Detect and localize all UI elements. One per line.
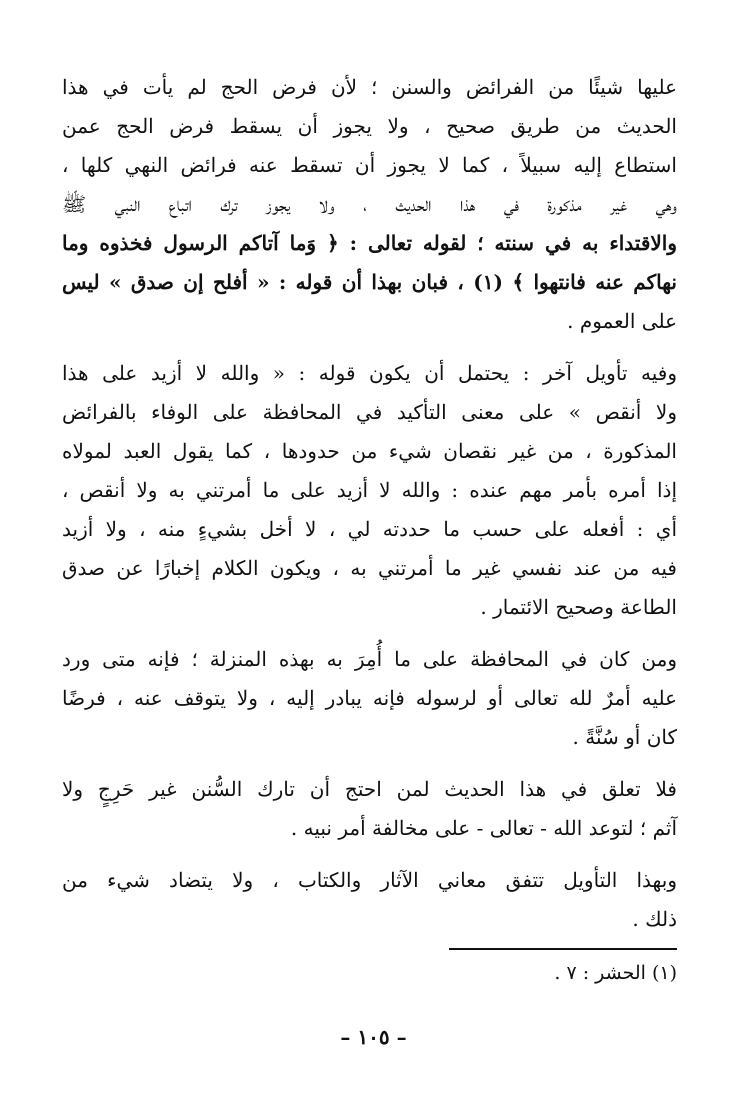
footnote: (١) الحشر : ٧ . [554, 962, 677, 984]
text-line: فلا تعلق في هذا الحديث لمن احتج أن تارك السُّنن غير حَرِجٍ ولا [62, 777, 677, 801]
text-line: وفيه تأويل آخر : يحتمل أن يكون قوله : « والله لا أزيد على هذا [62, 361, 677, 385]
text-line: أي : أفعله على حسب ما حددته لي ، لا أخل بشيءٍ منه ، ولا أزيد [62, 517, 677, 541]
text-line: الحديث من طريق صحيح ، ولا يجوز أن يسقط فرض الحج عمن [62, 114, 677, 138]
text-line: كان أو سُنَّةً . [572, 725, 677, 749]
text-line: نهاكم عنه فانتهوا ﴾ (١) ، فبان بهذا أن قوله : « أفلح إن صدق » ليس [62, 270, 677, 294]
footnote-divider [449, 948, 677, 950]
text-line: آثم ؛ لتوعد الله - تعالى - على مخالفة أمر نبيه . [290, 816, 677, 840]
text-line: عليها شيئًا من الفرائض والسنن ؛ لأن فرض الحج لم يأت في هذا [62, 75, 677, 99]
paragraph-4 [62, 770, 677, 848]
text-line: المذكورة ، من غير نقصان شيء من حدودها ، كما يقول العبد لمولاه [62, 439, 677, 463]
text-line: استطاع إليه سبيلاً ، كما لا يجوز أن تسقط عنه فرائض النهي كلها ، [62, 153, 677, 177]
page-body [62, 68, 677, 939]
text-line: وبهذا التأويل تتفق معاني الآثار والكتاب ، ولا يتضاد شيء من [62, 868, 677, 892]
paragraph-3 [62, 640, 677, 757]
text-line: على العموم . [567, 309, 677, 333]
text-line: ولا أنقص » على معنى التأكيد في المحافظة على الوفاء بالفرائض [62, 400, 677, 424]
text-line: ومن كان في المحافظة على ما أُمِرَ به بهذه المنزلة ؛ فإنه متى ورد [62, 647, 677, 671]
text-line: وهي غير مذكورة في هذا الحديث ، ولا يجوز ترك اتباع النبي ﷺ [62, 192, 677, 216]
text-line: والاقتداء به في سنته ؛ لقوله تعالى : ﴿ وَما آتاكم الرسول فخذوه وما [62, 231, 677, 255]
text-line: إذا أمره بأمر مهم عنده : والله لا أزيد على ما أمرتني به ولا أنقص ، [62, 478, 677, 502]
text-line: ذلك . [632, 907, 677, 931]
text-line: عليه أمرٌ لله تعالى أو لرسوله فإنه يبادر إليه ، ولا يتوقف عنه ، فرضًا [62, 686, 677, 710]
paragraph-2 [62, 354, 677, 627]
paragraph-1 [62, 68, 677, 341]
page-number: – ١٠٥ – [340, 1025, 407, 1049]
paragraph-5 [62, 861, 677, 939]
text-line: الطاعة وصحيح الائتمار . [480, 595, 677, 619]
text-line: فيه من عند نفسي غير ما أمرتني به ، ويكون الكلام إخبارًا عن صدق [62, 556, 677, 580]
